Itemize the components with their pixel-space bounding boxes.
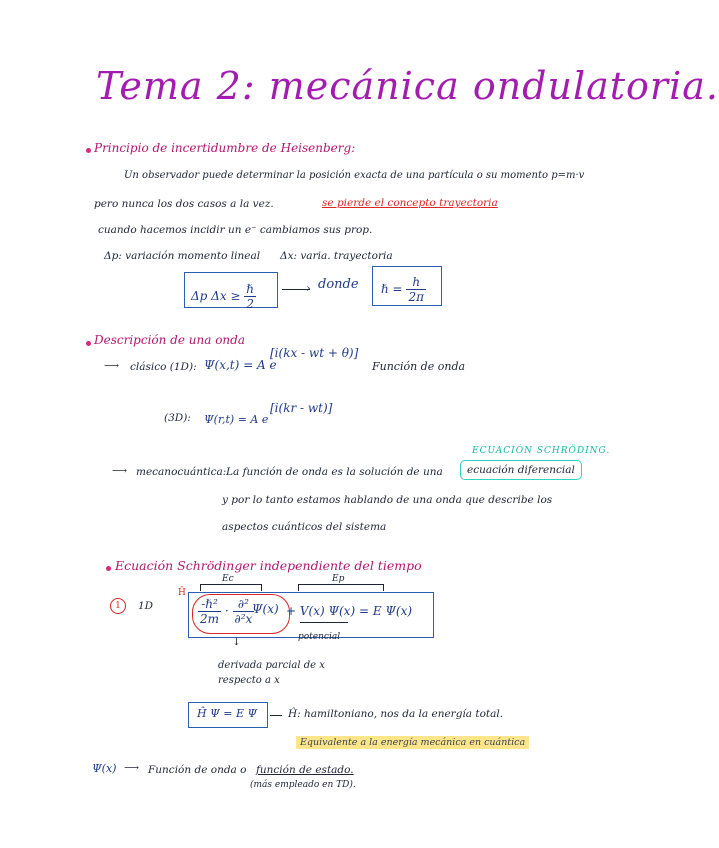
donde-label: donde (318, 277, 359, 292)
fraction-denominator: 2π (408, 290, 424, 304)
clasico-exponent: [i(kx - wt + θ)] (270, 346, 359, 360)
dot-operator: · (224, 604, 229, 618)
fraction-numerator: h (406, 275, 426, 290)
hamiltonian-hat: Ĥ (178, 588, 186, 598)
final-psi: Ψ(x) (92, 762, 117, 775)
formula2-left: ℏ = (381, 282, 403, 296)
d3-label: (3D): (164, 412, 191, 424)
d3-formula: Ψ(r,t) = A e (204, 413, 269, 426)
potencial-label: potencial (298, 632, 341, 642)
dimension-label: 1D (138, 600, 154, 612)
circled-number (110, 598, 126, 614)
fraction (198, 597, 221, 626)
clasico-formula: Ψ(x,t) = A e (204, 358, 277, 372)
derivada-line2: respecto a x (218, 675, 280, 686)
highlighted-note: Equivalente a la energía mecánica en cuántica (296, 736, 529, 749)
section-heading-onda: Descripción de una onda (94, 333, 245, 347)
fraction-numerator: ℏ (246, 282, 255, 296)
mecanocuantica-label: mecanocuántica: (136, 466, 227, 478)
hamiltoniano-text: Ĥ: hamiltoniano, nos da la energía total. (288, 708, 504, 720)
psi-x-term: Ψ(x) (252, 602, 279, 616)
fraction-numerator: ∂² (233, 597, 255, 612)
final-note: (más empleado en TD). (250, 780, 356, 790)
fraction (406, 275, 426, 304)
bullet-dot (86, 341, 91, 346)
final-text-a: Función de onda o (148, 764, 247, 776)
text-line: cuando hacemos incidir un e⁻ cambiamos sus prop. (98, 224, 373, 236)
arrow-glyph: ⟶ (112, 465, 128, 477)
page-title: Tema 2: mecánica ondulatoria. (96, 64, 719, 108)
schrodinger-tag: ECUACIÓN SCHRÖDING. (472, 446, 611, 456)
text-line: La función de onda es la solución de una (226, 466, 443, 478)
ecuacion-diferencial-box: ecuación diferencial (460, 460, 582, 480)
ep-brace (298, 584, 384, 591)
clasico-label: clásico (1D): (130, 361, 197, 373)
potential-underline (300, 622, 348, 623)
bullet-dot (106, 566, 111, 571)
formula-left: Δp Δx ≥ (191, 289, 241, 303)
ec-label: Ec (222, 574, 234, 584)
delta-p-definition: Δp: variación momento lineal (104, 250, 261, 262)
ep-label: Ep (332, 574, 345, 584)
fraction-numerator: -ℏ² (198, 597, 221, 612)
fraction-denominator: ∂²x (234, 612, 253, 626)
fraction-denominator: 2m (200, 612, 220, 626)
hpsi-box (188, 702, 268, 728)
delta-x-definition: Δx: varia. trayectoria (280, 250, 393, 262)
text-line: pero nunca los dos casos a la vez. (94, 198, 274, 210)
text-line: y por lo tanto estamos hablando de una onda que describe los (222, 494, 553, 506)
arrow-glyph: ⟶ (104, 360, 120, 372)
hbar-formula-box (372, 266, 442, 306)
final-text-b: función de estado. (256, 764, 354, 776)
fraction-denominator: 2 (246, 297, 254, 311)
d3-exponent: [i(kr - wt)] (270, 401, 333, 415)
funcion-onda-label: Función de onda (372, 360, 466, 373)
fraction (244, 282, 256, 311)
hpsi-formula: Ĥ Ψ = E Ψ (197, 707, 258, 720)
arrow (270, 715, 282, 716)
highlighted-phrase: se pierde el concepto trayectoria (322, 197, 498, 209)
circled-number-text: 1 (115, 601, 121, 611)
ec-brace (200, 584, 262, 591)
text-line: aspectos cuánticos del sistema (222, 521, 387, 533)
section-heading-heisenberg: Principio de incertidumbre de Heisenberg: (94, 141, 356, 155)
arrow-down: ↓ (232, 636, 241, 648)
text-line: Un observador puede determinar la posición exacta de una partícula o su momento p=m·v (124, 170, 585, 181)
kinetic-term (198, 597, 254, 626)
arrow-glyph: ⟶ (124, 762, 140, 774)
section-heading-schrodinger: Ecuación Schrödinger independiente del tiempo (115, 558, 422, 573)
derivada-line1: derivada parcial de x (218, 660, 325, 671)
equation-rest: + V(x) Ψ(x) = E Ψ(x) (286, 604, 413, 618)
bullet-dot (86, 148, 91, 153)
uncertainty-formula-box (184, 272, 278, 311)
arrow-head: › (306, 281, 311, 295)
